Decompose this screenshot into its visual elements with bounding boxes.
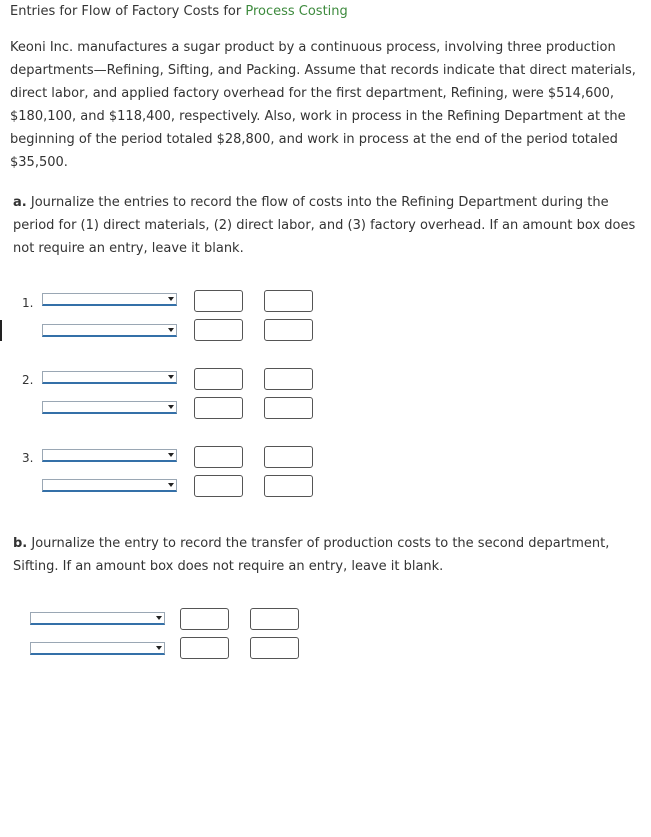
intro-text: Keoni Inc. manufactures a sugar product by a continuous process, involving three production departments—Refining, Sifting, and Packing. Assume that records indicate that direct materials, direct labor, and applied factory overhead for the first department, Refining, were $514,600, $180,100, and $118,400, respectively. Also, work in process in the Refining Department at the beginning of the period totaled $28,800, and work in process at the end of the period totaled $35,500. — [10, 40, 636, 170]
chevron-down-icon — [168, 297, 174, 301]
entry-2-credit-debit-amount-input[interactable] — [194, 397, 243, 419]
part-b-instructions — [13, 532, 639, 578]
entry-3-credit-amount-input[interactable] — [264, 475, 313, 497]
entry-1-credit-amount-input[interactable] — [264, 319, 313, 341]
entry-1-credit-debit-amount-input[interactable] — [194, 319, 243, 341]
entry-1-debit-account-dropdown[interactable] — [42, 293, 177, 306]
entry-number-3: 3. — [22, 451, 34, 465]
entry-2-debit-amount-input[interactable] — [194, 368, 243, 390]
part-b-label: b. — [13, 536, 28, 551]
entry-3-credit-account-dropdown[interactable] — [42, 479, 177, 492]
transfer-debit-credit-amount-input[interactable] — [250, 608, 299, 630]
chevron-down-icon — [156, 646, 162, 650]
left-edge-marker — [0, 320, 2, 341]
entry-number-1: 1. — [22, 296, 34, 310]
transfer-debit-account-dropdown[interactable] — [30, 612, 165, 625]
chevron-down-icon — [168, 375, 174, 379]
chevron-down-icon — [168, 405, 174, 409]
part-b-text: Journalize the entry to record the transfer of production costs to the second department, Sifting. If an amount box does not require an entry, leave it blank. — [13, 536, 610, 574]
chevron-down-icon — [168, 328, 174, 332]
entry-1-debit-credit-amount-input[interactable] — [264, 290, 313, 312]
entry-3-debit-amount-input[interactable] — [194, 446, 243, 468]
transfer-debit-amount-input[interactable] — [180, 608, 229, 630]
entry-1-credit-account-dropdown[interactable] — [42, 324, 177, 337]
entry-2-debit-credit-amount-input[interactable] — [264, 368, 313, 390]
entry-3-debit-account-dropdown[interactable] — [42, 449, 177, 462]
entry-number-2: 2. — [22, 373, 34, 387]
entry-3-debit-credit-amount-input[interactable] — [264, 446, 313, 468]
chevron-down-icon — [168, 483, 174, 487]
transfer-credit-account-dropdown[interactable] — [30, 642, 165, 655]
part-a-label: a. — [13, 195, 27, 210]
part-a-instructions — [13, 191, 639, 260]
title-prefix: Entries for Flow of Factory Costs for — [10, 4, 246, 19]
entry-3-credit-debit-amount-input[interactable] — [194, 475, 243, 497]
process-costing-link[interactable]: Process Costing — [245, 4, 348, 19]
page-title — [10, 4, 348, 20]
chevron-down-icon — [156, 616, 162, 620]
problem-statement — [10, 36, 642, 174]
entry-1-debit-amount-input[interactable] — [194, 290, 243, 312]
entry-2-credit-account-dropdown[interactable] — [42, 401, 177, 414]
transfer-credit-debit-amount-input[interactable] — [180, 637, 229, 659]
entry-2-credit-amount-input[interactable] — [264, 397, 313, 419]
entry-2-debit-account-dropdown[interactable] — [42, 371, 177, 384]
transfer-credit-amount-input[interactable] — [250, 637, 299, 659]
part-a-text: Journalize the entries to record the flow of costs into the Refining Department during the period for (1) direct materials, (2) direct labor, and (3) factory overhead. If an amount box does not require an entry, leave it blank. — [13, 195, 636, 256]
chevron-down-icon — [168, 453, 174, 457]
